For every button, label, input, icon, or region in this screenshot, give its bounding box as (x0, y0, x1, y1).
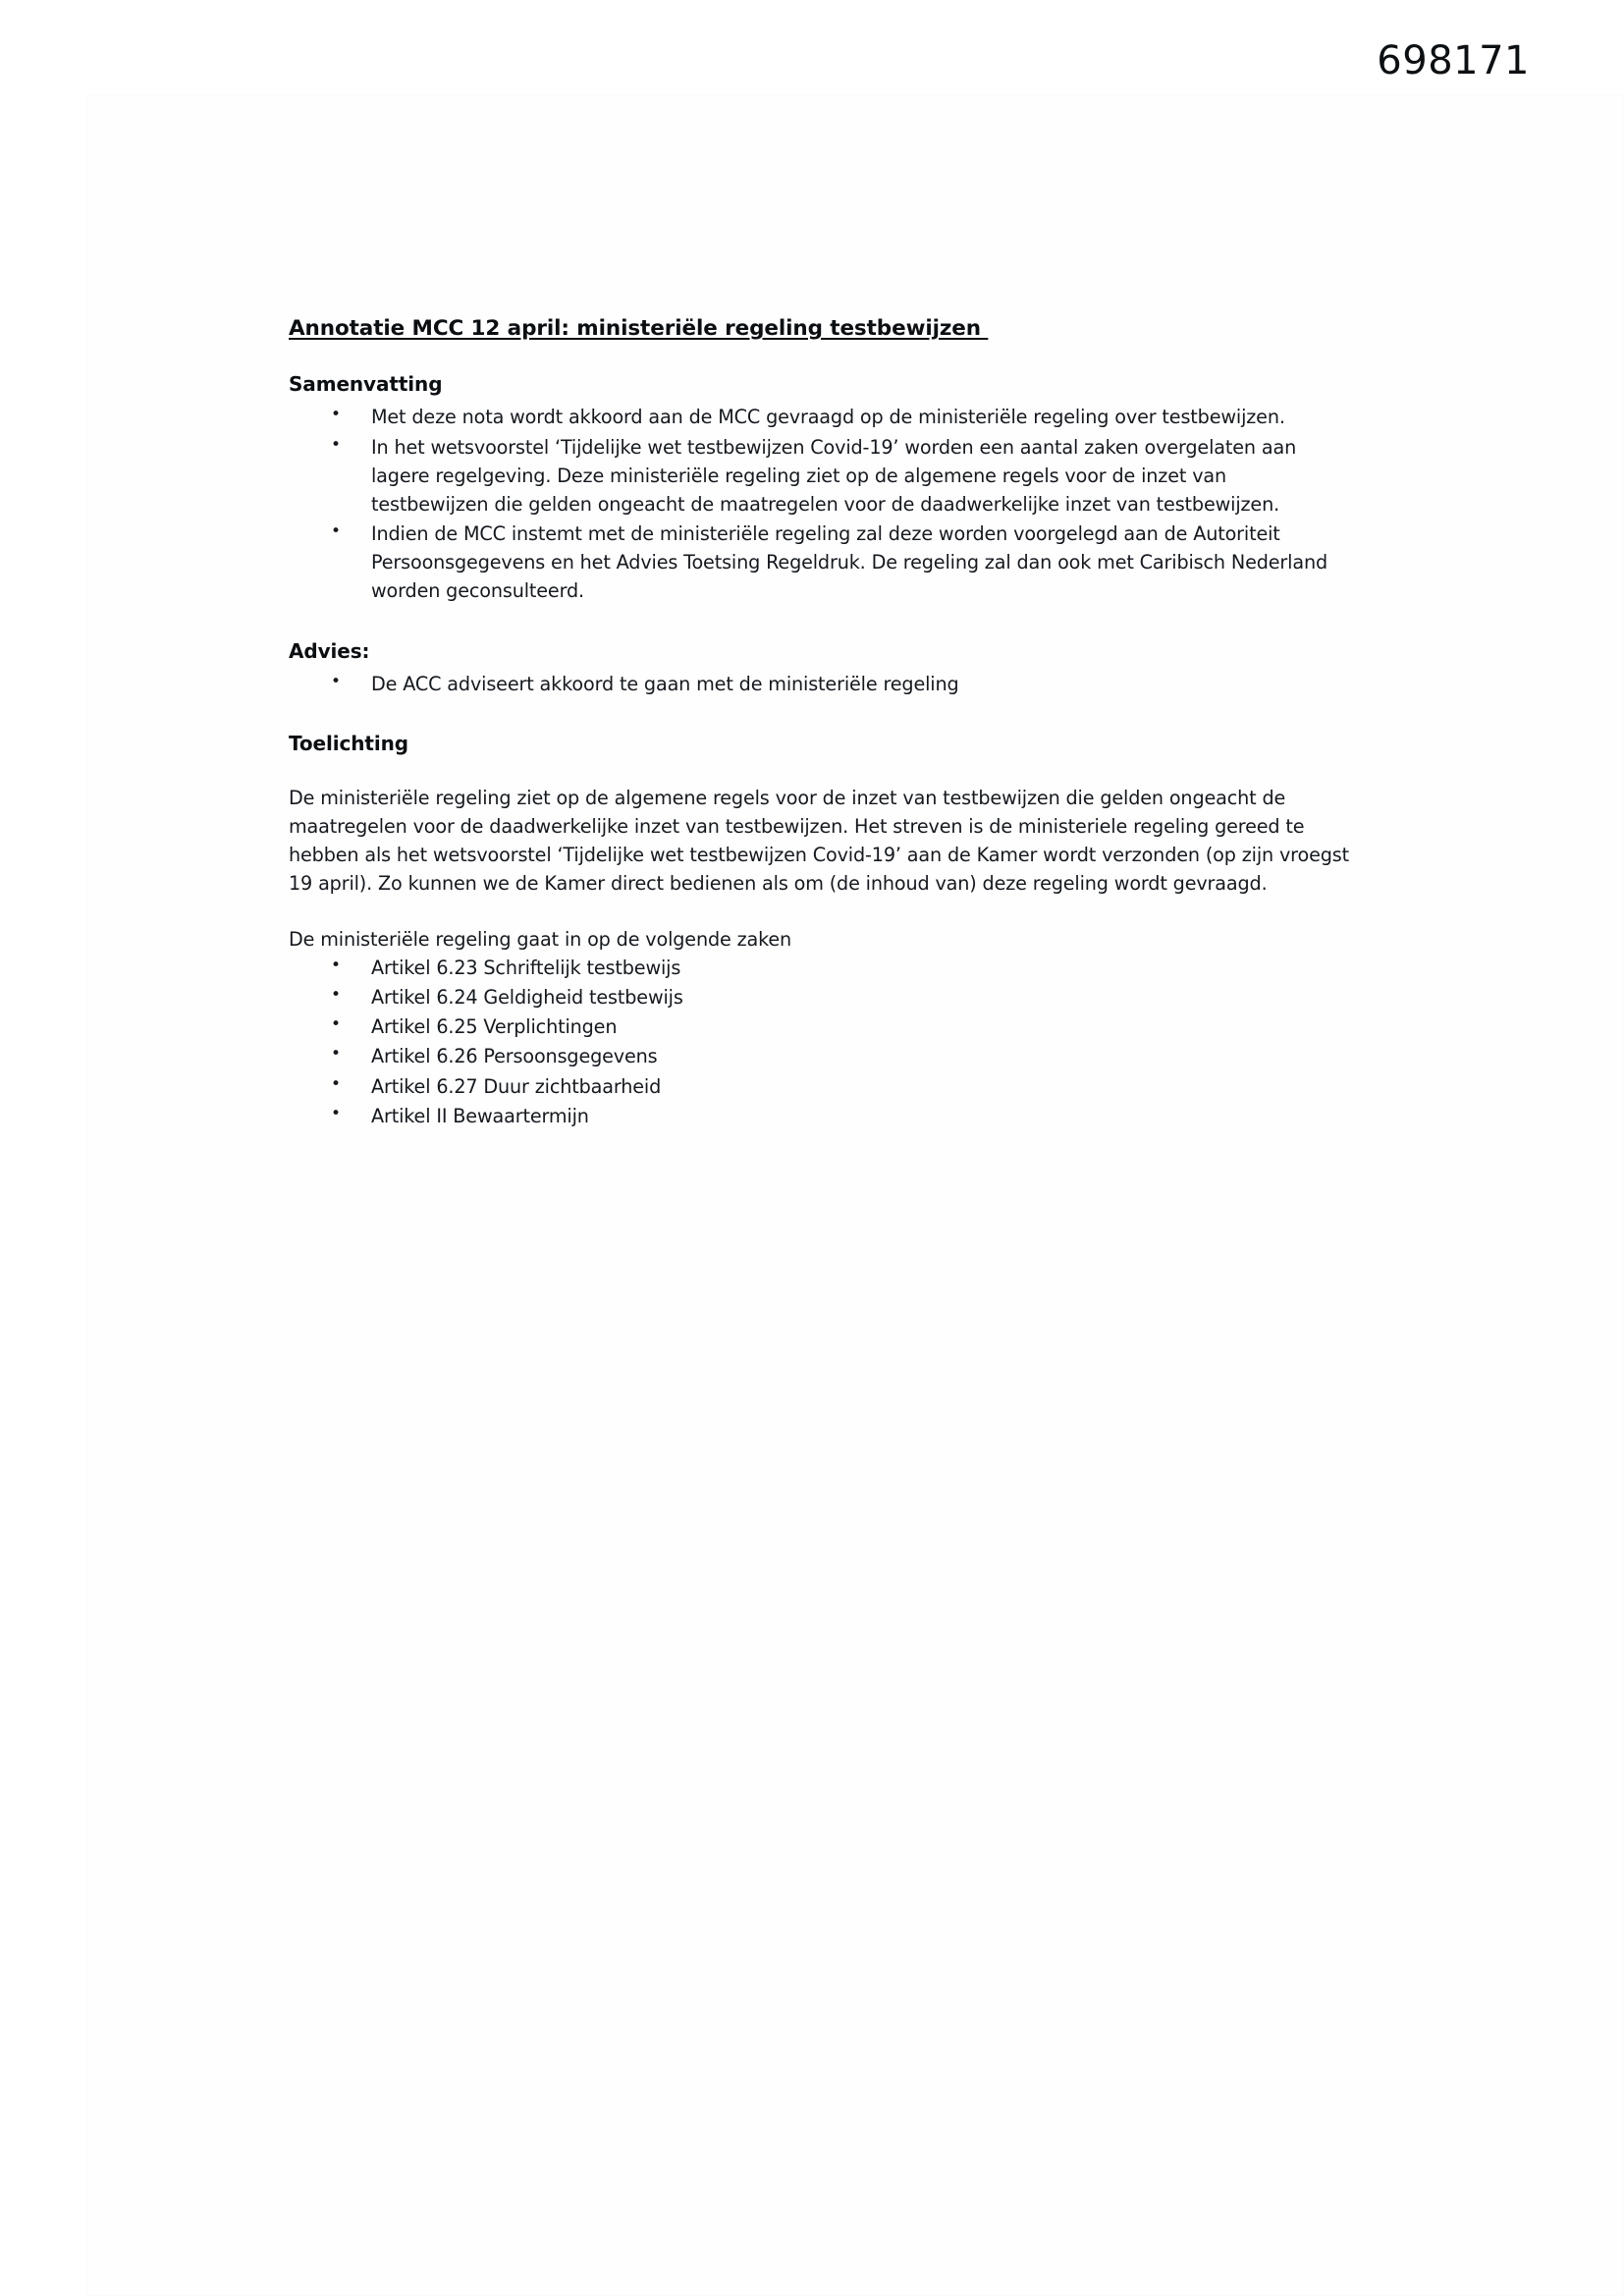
samenvatting-bullet-list (289, 403, 1349, 605)
document-title: Annotatie MCC 12 april: ministeriële regeling testbewijzen (289, 316, 989, 341)
document-body (289, 316, 1349, 1131)
list-item: • Artikel 6.24 Geldigheid testbewijs (289, 983, 1349, 1011)
list-item: • Indien de MCC instemt met de ministeriële regeling zal deze worden voorgelegd aan de Autoriteit Persoonsgegevens en het Advies Toetsing Regeldruk. De regeling zal dan ook met Caribisch Nederland worden geconsulteerd. (289, 519, 1349, 606)
artikelen-intro-paragraph: De ministeriële regeling gaat in op de volgende zaken (289, 927, 792, 951)
list-item: • Artikel 6.26 Persoonsgegevens (289, 1042, 1349, 1070)
artikelen-bullet-list (289, 954, 1349, 1130)
advies-bullet-list (289, 670, 1349, 698)
toelichting-paragraph: De ministeriële regeling ziet op de algemene regels voor de inzet van testbewijzen die gelden ongeacht de maatregelen voor de daadwerkelijke inzet van testbewijzen. Het streven is de ministeriele regeling gereed te hebben als het wetsvoorstel ‘Tijdelijke wet testbewijzen Covid-19’ aan de Kamer wordt verzonden (op zijn vroegst 19 april). Zo kunnen we de Kamer direct bedienen als om (de inhoud van) deze regeling wordt gevraagd. (289, 786, 1349, 896)
list-item: • Artikel II Bewaartermijn (289, 1102, 1349, 1130)
section-heading-samenvatting: Samenvatting (289, 372, 443, 397)
list-item: • De ACC adviseert akkoord te gaan met de ministeriële regeling (289, 670, 1349, 698)
list-item: • Met deze nota wordt akkoord aan de MCC gevraagd op de ministeriële regeling over testbewijzen. (289, 403, 1349, 431)
section-heading-advies: Advies: (289, 638, 370, 663)
list-item: • Artikel 6.27 Duur zichtbaarheid (289, 1072, 1349, 1101)
page-number: 698171 (1377, 38, 1530, 83)
section-heading-toelichting: Toelichting (289, 731, 408, 755)
spacer (289, 762, 1349, 784)
list-item: • In het wetsvoorstel ‘Tijdelijke wet testbewijzen Covid-19’ worden een aantal zaken overgelaten aan lagere regelgeving. Deze ministeriële regeling ziet op de algemene regels voor de inzet van testbewijzen die gelden ongeacht de maatregelen voor de daadwerkelijke inzet van testbewijzen. (289, 433, 1349, 519)
list-item: • Artikel 6.23 Schriftelijk testbewijs (289, 954, 1349, 982)
list-item: • Artikel 6.25 Verplichtingen (289, 1012, 1349, 1041)
